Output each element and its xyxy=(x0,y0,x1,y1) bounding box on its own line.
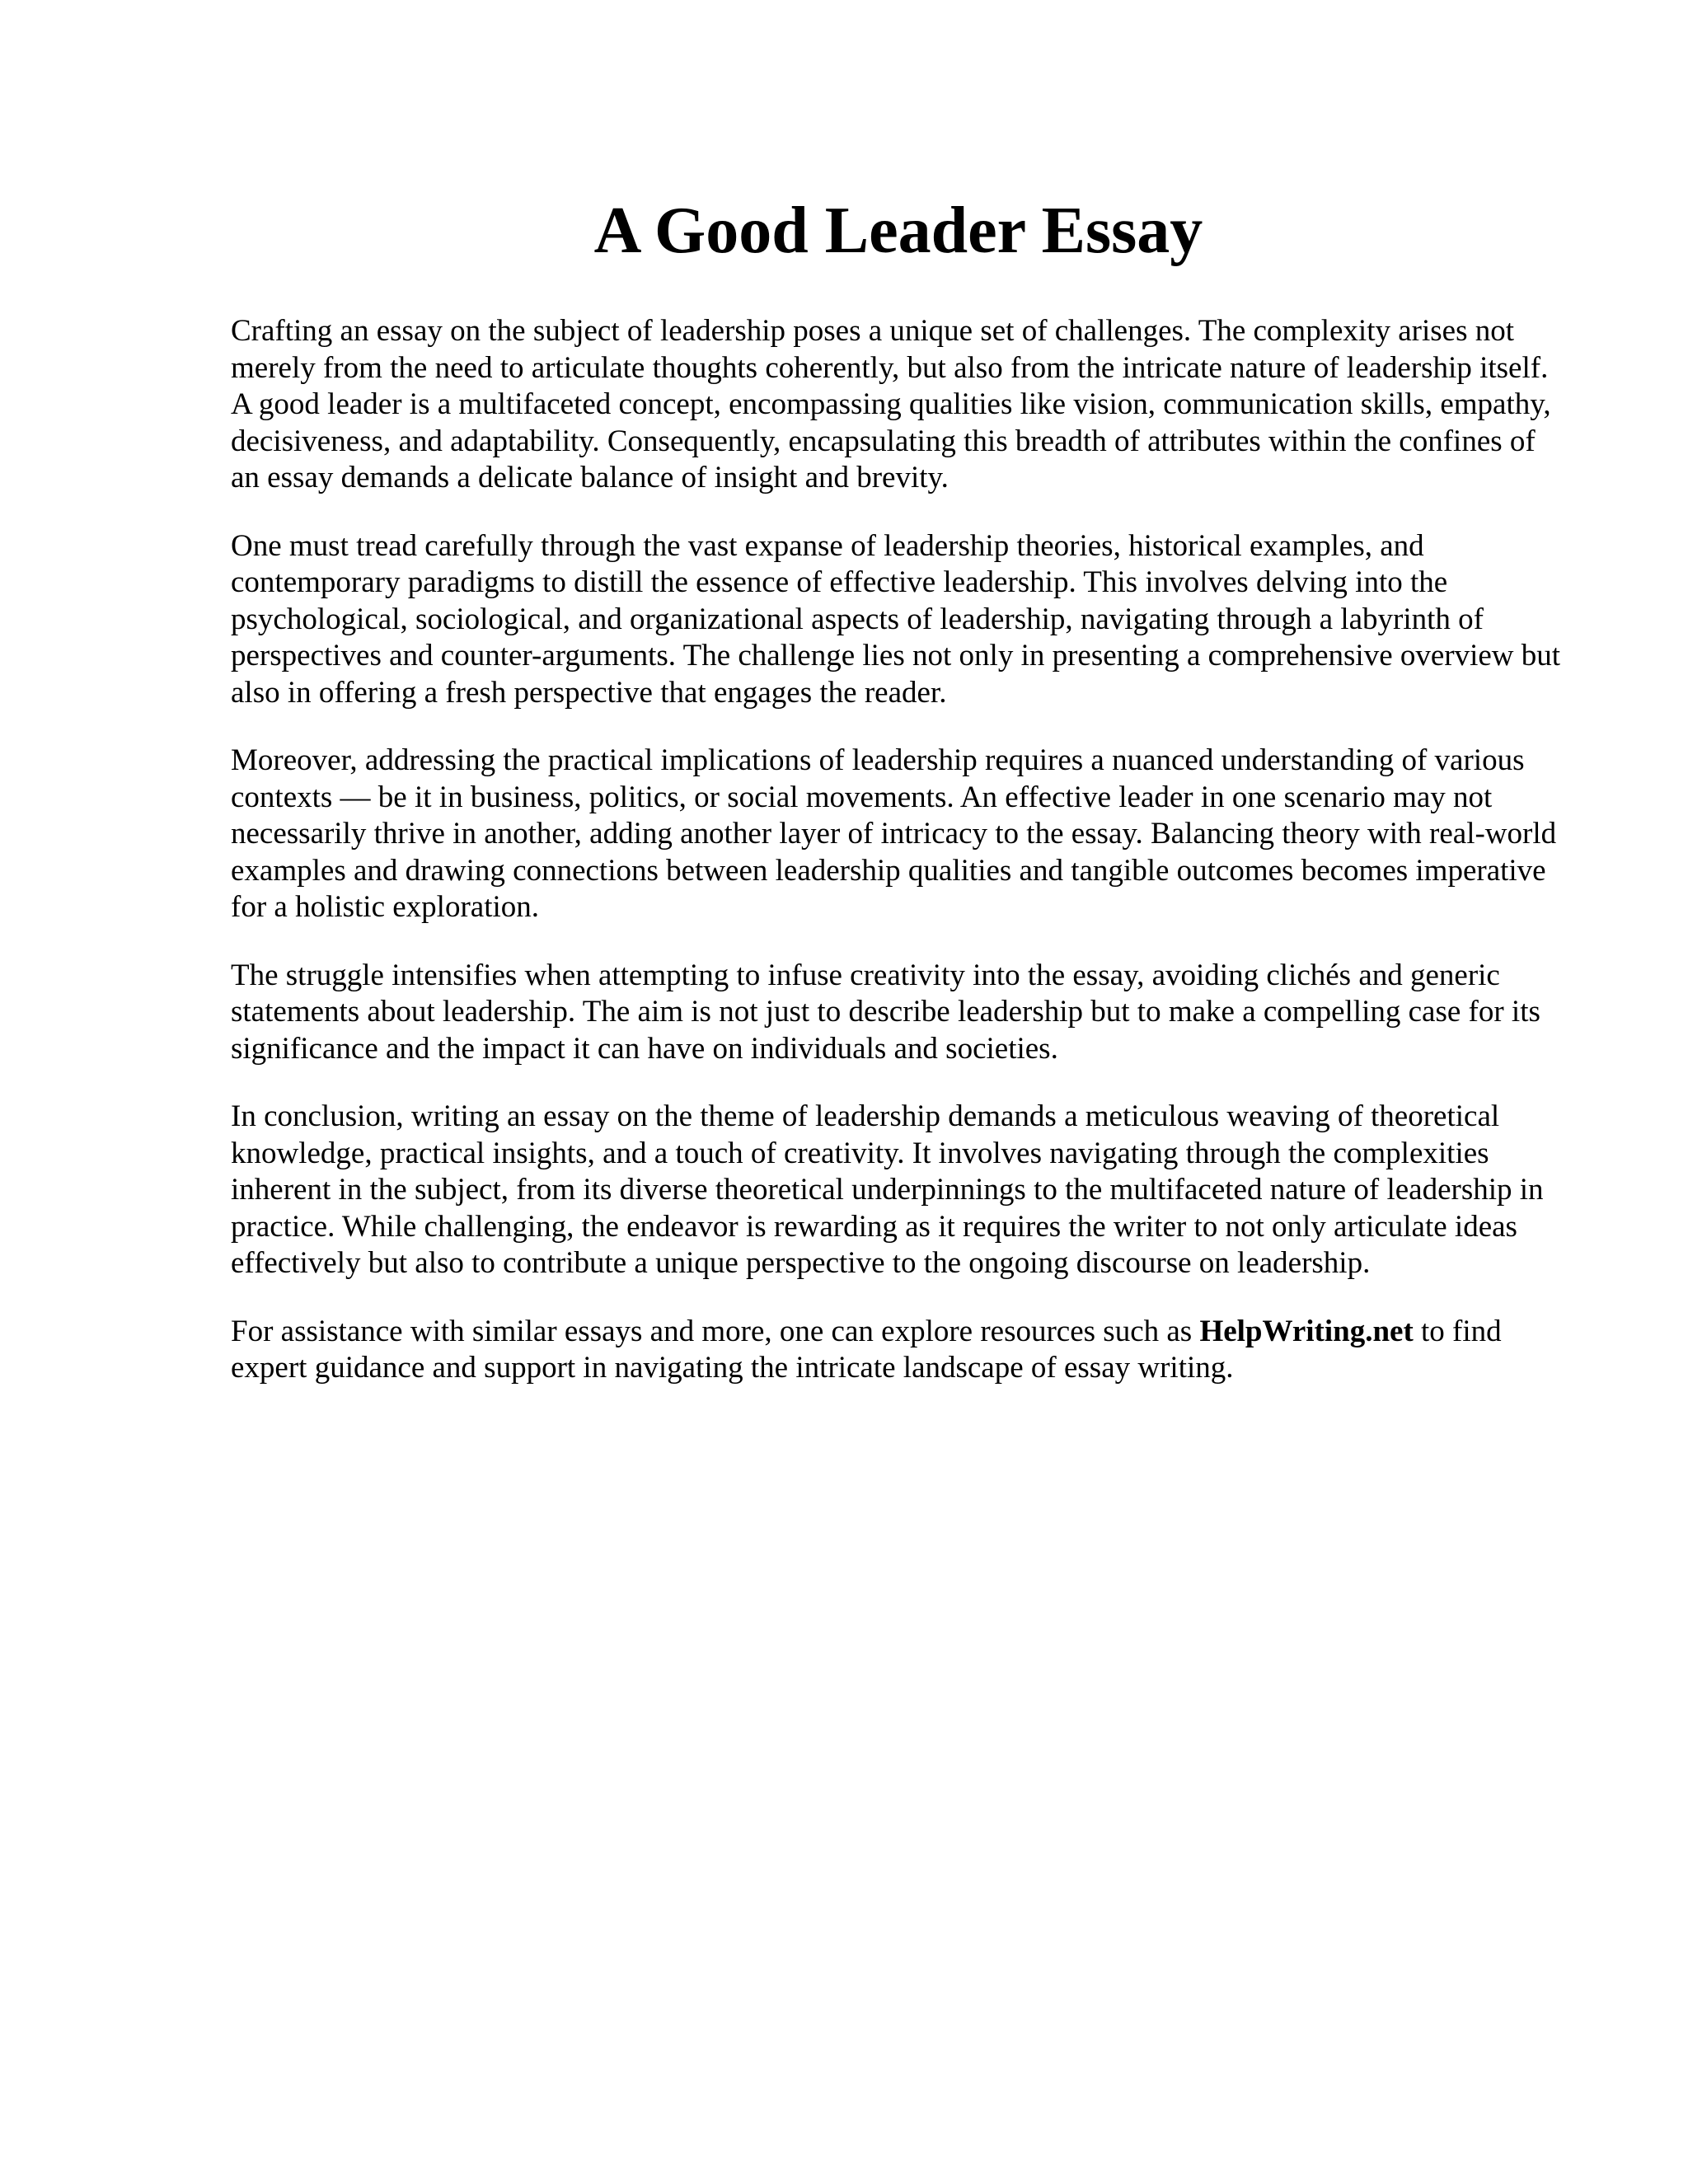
closing-text-before: For assistance with similar essays and more, one can explore resources such as xyxy=(231,1314,1200,1348)
paragraph-2: One must tread carefully through the vast expanse of leadership theories, historical examples, and contemporary paradigms to distill the essence of effective leadership. This involves delving into the psychological, sociological, and organizational aspects of leadership, navigating through a labyrinth of perspectives and counter-arguments. The challenge lies not only in presenting a comprehensive overview but also in offering a fresh perspective that engages the reader. xyxy=(231,528,1561,710)
closing-text-after: to find expert guidance and support in navigating the intricate landscape of essay writing. xyxy=(231,1314,1502,1385)
document-page xyxy=(231,0,1566,2184)
closing-paragraph xyxy=(231,1314,1566,1387)
paragraph-1: Crafting an essay on the subject of leadership poses a unique set of challenges. The complexity arises not merely from the need to articulate thoughts coherently, but also from the intricate nature of leadership itself. A good leader is a multifaceted concept, encompassing qualities like vision, communication skills, empathy, decisiveness, and adaptability. Consequently, encapsulating this breadth of attributes within the confines of an essay demands a delicate balance of insight and brevity. xyxy=(231,314,1551,494)
paragraph-4: The struggle intensifies when attempting to infuse creativity into the essay, avoiding clichés and generic statements about leadership. The aim is not just to describe leadership but to make a compelling case for its significance and the impact it can have on individuals and societies. xyxy=(231,958,1540,1066)
helpwriting-link-text: HelpWriting.net xyxy=(1199,1314,1414,1348)
paragraph-5: In conclusion, writing an essay on the theme of leadership demands a meticulous weaving of theoretical knowledge, practical insights, and a touch of creativity. It involves navigating through the complexities inherent in the subject, from its diverse theoretical underpinnings to the multifaceted nature of leadership in practice. While challenging, the endeavor is rewarding as it requires the writer to not only articulate ideas effectively but also to contribute a unique perspective to the ongoing discourse on leadership. xyxy=(231,1099,1544,1280)
page-title: A Good Leader Essay xyxy=(593,194,1203,267)
essay-body xyxy=(231,313,1566,1418)
paragraph-3: Moreover, addressing the practical implications of leadership requires a nuanced understanding of various contexts — be it in business, politics, or social movements. An effective leader in one scenario may not necessarily thrive in another, adding another layer of intricacy to the essay. Balancing theory with real-world examples and drawing connections between leadership qualities and tangible outcomes becomes imperative for a holistic exploration. xyxy=(231,743,1557,924)
